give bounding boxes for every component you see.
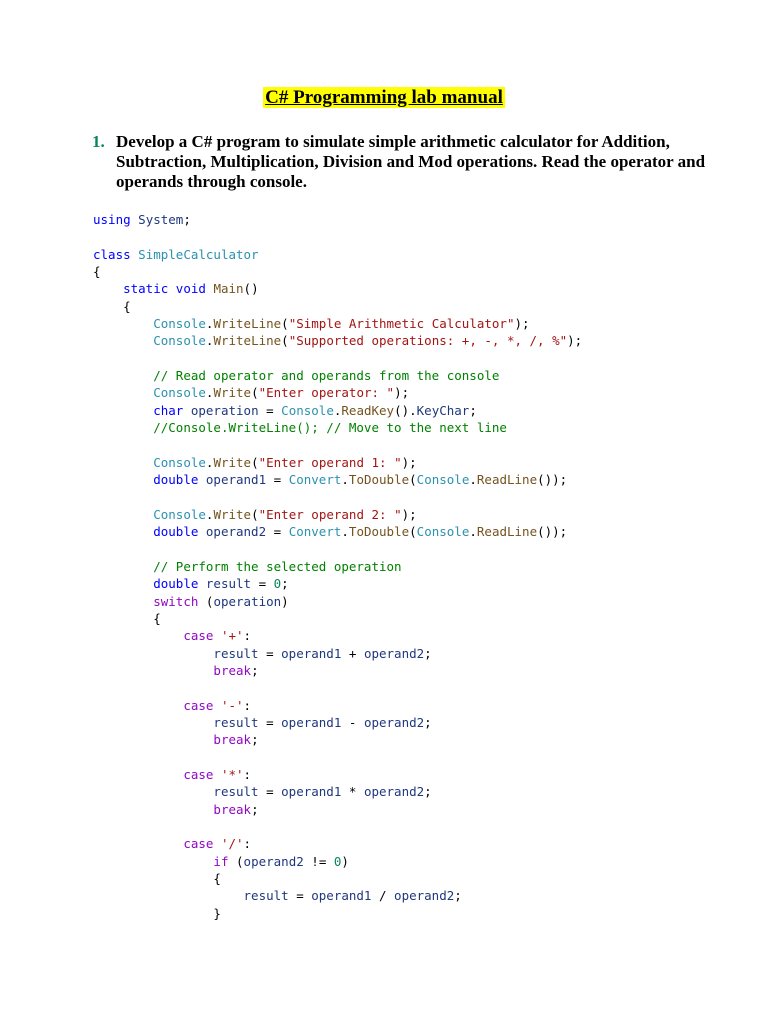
code-line: // Read operator and operands from the console bbox=[153, 368, 500, 384]
code-line: { bbox=[93, 871, 221, 887]
code-line bbox=[93, 436, 753, 453]
question-number: 1. bbox=[92, 132, 105, 151]
code-line: case '/': bbox=[183, 836, 252, 852]
question-text: Develop a C# program to simulate simple arithmetic calculator for Addition, Subtraction, Multiplication, Division and Mod operations. Read the operator and operands through console. bbox=[116, 132, 706, 191]
code-line bbox=[93, 489, 753, 506]
code-line: Console.Write("Enter operator: "); bbox=[153, 385, 410, 401]
code-line: Console.Write("Enter operand 1: "); bbox=[153, 454, 417, 470]
code-line: case '*': bbox=[183, 767, 252, 782]
code-block bbox=[93, 211, 753, 922]
code-line: break; bbox=[213, 732, 259, 748]
code-line: case '+': bbox=[183, 628, 252, 644]
code-line: } bbox=[93, 905, 221, 921]
code-line: break; bbox=[213, 801, 259, 817]
code-line bbox=[93, 541, 753, 558]
code-line: Console.WriteLine("Supported operations: +, -, *, /, %"); bbox=[153, 333, 583, 349]
code-line bbox=[93, 749, 753, 766]
code-line: { bbox=[93, 298, 131, 314]
code-line: double result = 0; bbox=[153, 576, 289, 592]
code-line bbox=[93, 818, 753, 835]
code-line: if (operand2 != 0) bbox=[213, 853, 349, 869]
code-line: char operation = Console.ReadKey().KeyChar; bbox=[153, 402, 477, 418]
question-1 bbox=[92, 132, 732, 192]
code-line: switch (operation) bbox=[153, 593, 289, 609]
code-line: { bbox=[93, 610, 161, 626]
code-line: break; bbox=[213, 662, 259, 678]
code-line: Console.WriteLine("Simple Arithmetic Calculator"); bbox=[153, 316, 530, 332]
code-line: result = operand1 + operand2; bbox=[213, 645, 432, 661]
code-line: using System; bbox=[93, 212, 191, 227]
code-line: // Perform the selected operation bbox=[153, 558, 402, 574]
code-line: static void Main() bbox=[123, 281, 259, 297]
code-line: double operand2 = Convert.ToDouble(Console.ReadLine()); bbox=[153, 524, 568, 540]
code-line: //Console.WriteLine(); // Move to the next line bbox=[153, 420, 507, 436]
code-line: result = operand1 * operand2; bbox=[213, 784, 432, 800]
code-line: double operand1 = Convert.ToDouble(Console.ReadLine()); bbox=[153, 472, 568, 488]
code-line: { bbox=[93, 264, 101, 280]
code-line: result = operand1 / operand2; bbox=[243, 888, 462, 904]
code-line: result = operand1 - operand2; bbox=[213, 714, 432, 730]
code-line: class SimpleCalculator bbox=[93, 246, 259, 262]
code-line bbox=[93, 228, 753, 245]
code-line: Console.Write("Enter operand 2: "); bbox=[153, 506, 417, 522]
page-title: C# Programming lab manual bbox=[265, 87, 503, 108]
code-line: case '-': bbox=[183, 697, 252, 713]
code-line bbox=[93, 350, 753, 367]
title-block bbox=[0, 87, 768, 109]
code-line bbox=[93, 679, 753, 696]
